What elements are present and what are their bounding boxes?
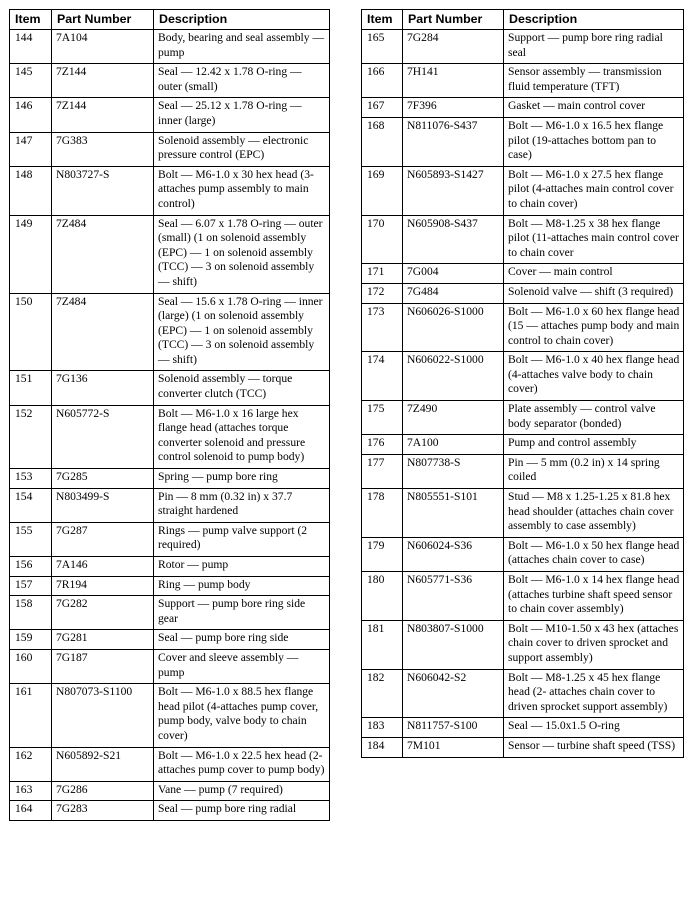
table-row <box>362 718 684 738</box>
header-part-number: Part Number <box>403 10 504 30</box>
part-number: N606024-S36 <box>403 537 504 571</box>
description: Pump and control assembly <box>504 435 684 455</box>
description: Stud — M8 x 1.25-1.25 x 81.8 hex head shoulder (attaches chain cover assembly to case assembly) <box>504 489 684 538</box>
description: Seal — 25.12 x 1.78 O-ring — inner (large) <box>154 98 330 132</box>
part-number: 7G285 <box>52 469 154 489</box>
table-row <box>10 522 330 556</box>
table-row <box>362 669 684 718</box>
part-number: N605892-S21 <box>52 747 154 781</box>
table-row <box>362 489 684 538</box>
item-number: 170 <box>362 215 403 264</box>
description: Bolt — M6-1.0 x 27.5 hex flange pilot (4-attaches main control cover to chain cover) <box>504 166 684 215</box>
table-row <box>362 215 684 264</box>
item-number: 162 <box>10 747 52 781</box>
header-item: Item <box>362 10 403 30</box>
part-number: 7Z144 <box>52 64 154 98</box>
description: Solenoid assembly — torque converter clutch (TCC) <box>154 371 330 405</box>
description: Bolt — M6-1.0 x 50 hex flange head (attaches chain cover to case) <box>504 537 684 571</box>
item-number: 174 <box>362 352 403 401</box>
item-number: 159 <box>10 630 52 650</box>
item-number: 175 <box>362 401 403 435</box>
description: Solenoid valve — shift (3 required) <box>504 283 684 303</box>
part-number: 7G136 <box>52 371 154 405</box>
part-number: 7M101 <box>403 737 504 757</box>
part-number: 7H141 <box>403 64 504 98</box>
description: Seal — 15.0x1.5 O-ring <box>504 718 684 738</box>
table-row <box>10 488 330 522</box>
description: Gasket — main control cover <box>504 98 684 118</box>
part-number: 7Z490 <box>403 401 504 435</box>
item-number: 157 <box>10 576 52 596</box>
table-row <box>10 30 330 64</box>
part-number: 7R194 <box>52 576 154 596</box>
description: Cover and sleeve assembly — pump <box>154 649 330 683</box>
description: Cover — main control <box>504 264 684 284</box>
part-number: N803499-S <box>52 488 154 522</box>
item-number: 176 <box>362 435 403 455</box>
part-number: 7G004 <box>403 264 504 284</box>
item-number: 163 <box>10 781 52 801</box>
part-number: 7Z144 <box>52 98 154 132</box>
item-number: 164 <box>10 801 52 821</box>
description: Solenoid assembly — electronic pressure control (EPC) <box>154 132 330 166</box>
part-number: 7G284 <box>403 30 504 64</box>
part-number: 7A100 <box>403 435 504 455</box>
item-number: 148 <box>10 166 52 215</box>
description: Bolt — M6-1.0 x 16 large hex flange head (attaches torque converter solenoid and pressure control solenoid to pump body) <box>154 405 330 468</box>
part-number: 7G287 <box>52 522 154 556</box>
description: Bolt — M6-1.0 x 40 hex flange head (4-attaches valve body to chain cover) <box>504 352 684 401</box>
item-number: 156 <box>10 557 52 577</box>
item-number: 152 <box>10 405 52 468</box>
header-description: Description <box>504 10 684 30</box>
description: Bolt — M6-1.0 x 30 hex head (3-attaches pump assembly to main control) <box>154 166 330 215</box>
table-row <box>362 352 684 401</box>
part-number: N606022-S1000 <box>403 352 504 401</box>
item-number: 181 <box>362 620 403 669</box>
parts-table-left <box>9 9 330 821</box>
table-row <box>362 435 684 455</box>
item-number: 183 <box>362 718 403 738</box>
table-row <box>10 630 330 650</box>
item-number: 177 <box>362 454 403 488</box>
description: Pin — 8 mm (0.32 in) x 37.7 straight hardened <box>154 488 330 522</box>
table-row <box>362 454 684 488</box>
table-row <box>10 166 330 215</box>
description: Bolt — M6-1.0 x 22.5 hex head (2-attaches pump cover to pump body) <box>154 747 330 781</box>
table-row <box>10 215 330 293</box>
description: Seal — 12.42 x 1.78 O-ring — outer (small) <box>154 64 330 98</box>
part-number: 7Z484 <box>52 215 154 293</box>
table-row <box>10 98 330 132</box>
item-number: 179 <box>362 537 403 571</box>
item-number: 180 <box>362 572 403 621</box>
item-number: 144 <box>10 30 52 64</box>
table-row <box>362 64 684 98</box>
description: Seal — pump bore ring radial <box>154 801 330 821</box>
table-row <box>362 737 684 757</box>
item-number: 150 <box>10 293 52 371</box>
item-number: 154 <box>10 488 52 522</box>
item-number: 147 <box>10 132 52 166</box>
description: Bolt — M8-1.25 x 38 hex flange pilot (11-attaches main control cover to chain cover <box>504 215 684 264</box>
table-row <box>362 30 684 64</box>
part-number: N605771-S36 <box>403 572 504 621</box>
description: Bolt — M10-1.50 x 43 hex (attaches chain cover to driven sprocket and support assembly) <box>504 620 684 669</box>
part-number: 7G281 <box>52 630 154 650</box>
table-row <box>362 401 684 435</box>
part-number: 7A146 <box>52 557 154 577</box>
description: Bolt — M6-1.0 x 14 hex flange head (attaches turbine shaft speed sensor to chain cover assembly) <box>504 572 684 621</box>
table-row <box>362 620 684 669</box>
part-number: N803807-S1000 <box>403 620 504 669</box>
item-number: 182 <box>362 669 403 718</box>
table-row <box>362 264 684 284</box>
table-row <box>362 98 684 118</box>
table-row <box>10 405 330 468</box>
part-number: 7G187 <box>52 649 154 683</box>
description: Rotor — pump <box>154 557 330 577</box>
table-row <box>362 283 684 303</box>
header-description: Description <box>154 10 330 30</box>
description: Support — pump bore ring radial seal <box>504 30 684 64</box>
part-number: 7A104 <box>52 30 154 64</box>
part-number: 7F396 <box>403 98 504 118</box>
description: Plate assembly — control valve body separator (bonded) <box>504 401 684 435</box>
part-number: 7G484 <box>403 283 504 303</box>
item-number: 151 <box>10 371 52 405</box>
description: Vane — pump (7 required) <box>154 781 330 801</box>
part-number: N807738-S <box>403 454 504 488</box>
part-number: 7Z484 <box>52 293 154 371</box>
table-row <box>10 684 330 747</box>
item-number: 160 <box>10 649 52 683</box>
description: Bolt — M8-1.25 x 45 hex flange head (2- attaches chain cover to driven sprocket support assembly) <box>504 669 684 718</box>
table-row <box>362 572 684 621</box>
item-number: 145 <box>10 64 52 98</box>
item-number: 166 <box>362 64 403 98</box>
table-row <box>10 132 330 166</box>
part-number: 7G286 <box>52 781 154 801</box>
item-number: 158 <box>10 596 52 630</box>
part-number: N606026-S1000 <box>403 303 504 352</box>
table-row <box>10 576 330 596</box>
description: Support — pump bore ring side gear <box>154 596 330 630</box>
table-header-row <box>362 10 684 30</box>
description: Body, bearing and seal assembly — pump <box>154 30 330 64</box>
table-row <box>10 801 330 821</box>
part-number: N811757-S100 <box>403 718 504 738</box>
table-header-row <box>10 10 330 30</box>
item-number: 169 <box>362 166 403 215</box>
table-row <box>362 303 684 352</box>
item-number: 165 <box>362 30 403 64</box>
header-item: Item <box>10 10 52 30</box>
table-row <box>10 371 330 405</box>
table-row <box>362 166 684 215</box>
item-number: 149 <box>10 215 52 293</box>
part-number: 7G383 <box>52 132 154 166</box>
table-row <box>362 537 684 571</box>
item-number: 155 <box>10 522 52 556</box>
description: Bolt — M6-1.0 x 60 hex flange head (15 — attaches pump body and main control to chain cover) <box>504 303 684 352</box>
table-row <box>10 64 330 98</box>
item-number: 172 <box>362 283 403 303</box>
item-number: 173 <box>362 303 403 352</box>
part-number: N605893-S1427 <box>403 166 504 215</box>
item-number: 168 <box>362 117 403 166</box>
description: Seal — pump bore ring side <box>154 630 330 650</box>
table-row <box>10 781 330 801</box>
part-number: 7G283 <box>52 801 154 821</box>
description: Ring — pump body <box>154 576 330 596</box>
item-number: 153 <box>10 469 52 489</box>
item-number: 167 <box>362 98 403 118</box>
part-number: N805551-S101 <box>403 489 504 538</box>
table-row <box>10 649 330 683</box>
description: Rings — pump valve support (2 required) <box>154 522 330 556</box>
description: Bolt — M6-1.0 x 16.5 hex flange pilot (19-attaches bottom pan to case) <box>504 117 684 166</box>
item-number: 184 <box>362 737 403 757</box>
item-number: 178 <box>362 489 403 538</box>
part-number: N803727-S <box>52 166 154 215</box>
item-number: 146 <box>10 98 52 132</box>
part-number: N605908-S437 <box>403 215 504 264</box>
part-number: N606042-S2 <box>403 669 504 718</box>
part-number: 7G282 <box>52 596 154 630</box>
table-row <box>10 293 330 371</box>
description: Seal — 6.07 x 1.78 O-ring — outer (small) (1 on solenoid assembly (EPC) — 1 on solenoid assembly (TCC) — 3 on solenoid assembly — shift) <box>154 215 330 293</box>
description: Spring — pump bore ring <box>154 469 330 489</box>
table-row <box>10 596 330 630</box>
table-row <box>10 469 330 489</box>
table-row <box>362 117 684 166</box>
part-number: N605772-S <box>52 405 154 468</box>
description: Sensor — turbine shaft speed (TSS) <box>504 737 684 757</box>
description: Seal — 15.6 x 1.78 O-ring — inner (large) (1 on solenoid assembly (EPC) — 1 on solenoid assembly (TCC) — 3 on solenoid assembly — shift) <box>154 293 330 371</box>
description: Sensor assembly — transmission fluid temperature (TFT) <box>504 64 684 98</box>
parts-table-right <box>361 9 684 758</box>
part-number: N811076-S437 <box>403 117 504 166</box>
header-part-number: Part Number <box>52 10 154 30</box>
description: Pin — 5 mm (0.2 in) x 14 spring coiled <box>504 454 684 488</box>
description: Bolt — M6-1.0 x 88.5 hex flange head pilot (4-attaches pump cover, pump body, valve body to chain cover) <box>154 684 330 747</box>
table-row <box>10 557 330 577</box>
item-number: 161 <box>10 684 52 747</box>
item-number: 171 <box>362 264 403 284</box>
part-number: N807073-S1100 <box>52 684 154 747</box>
table-row <box>10 747 330 781</box>
